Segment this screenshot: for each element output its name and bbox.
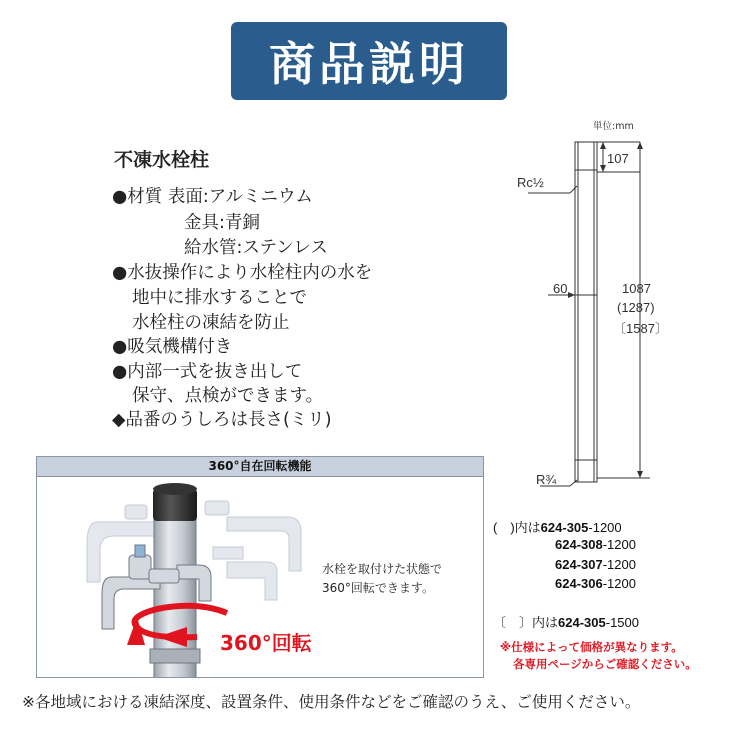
model-length: -1200 [588, 520, 622, 535]
rotation-note-line-1: 水栓を取付けた状態で [322, 562, 443, 576]
spec-line: 給水管:ステンレス [184, 238, 328, 258]
product-name: 不凍水栓柱 [114, 149, 210, 171]
model-note [493, 517, 622, 536]
spec-line: ●水抜操作により水栓柱内の水を [112, 263, 373, 283]
rotation-note-line-2: 360°回転できます。 [322, 581, 434, 595]
length-dimension: 1087 [622, 281, 651, 296]
width-dimension: 60 [553, 281, 568, 296]
top-dimension: 107 [607, 151, 629, 166]
model-length: -1200 [602, 557, 636, 572]
panel-heading: 360°自在回転機能 [37, 457, 483, 477]
model-note-prefix: ( )内は [493, 520, 541, 535]
page-title: 商品説明 [231, 22, 507, 100]
model-length: -1500 [605, 615, 639, 630]
model-item [555, 537, 636, 552]
model-note [493, 612, 639, 631]
spec-line: ●吸気機構付き [112, 337, 233, 357]
spec-line: 水栓柱の凍結を防止 [132, 313, 290, 333]
price-warning: 各専用ページからご確認ください。 [513, 657, 697, 671]
model-item [555, 576, 636, 591]
model-code: 624-305 [558, 615, 606, 630]
length-dimension-alt: (1287) [617, 300, 655, 315]
spec-line: ◆品番のうしろは長さ(ミリ) [112, 410, 332, 430]
rotation-panel [36, 456, 484, 678]
model-code: 624-306 [555, 576, 603, 591]
r-thread-label: R¾ [536, 472, 557, 487]
spec-line: 地中に排水することで [132, 288, 307, 308]
model-length: -1200 [602, 576, 636, 591]
model-length: -1200 [602, 537, 636, 552]
spec-line: 保守、点検ができます。 [132, 386, 324, 406]
length-dimension-long: 〔1587〕 [613, 321, 668, 336]
spec-line: ●材質 表面:アルミニウム [112, 187, 313, 207]
model-item [555, 557, 636, 572]
model-code: 624-308 [555, 537, 603, 552]
model-note-prefix: 〔 〕内は [493, 615, 559, 630]
spec-line: ●内部一式を抜き出して [112, 362, 303, 382]
price-warning: ※仕様によって価格が異なります。 [500, 640, 683, 654]
footer-note: ※各地域における凍結深度、設置条件、使用条件などをご確認のうえ、ご使用ください。 [22, 693, 641, 711]
rotation-label: 360°回転 [220, 631, 312, 655]
unit-label: 単位:mm [593, 121, 634, 132]
rc-thread-label: Rc½ [517, 175, 544, 190]
model-code: 624-307 [555, 557, 603, 572]
model-code: 624-305 [540, 520, 589, 535]
spec-line: 金具:青銅 [184, 213, 260, 233]
